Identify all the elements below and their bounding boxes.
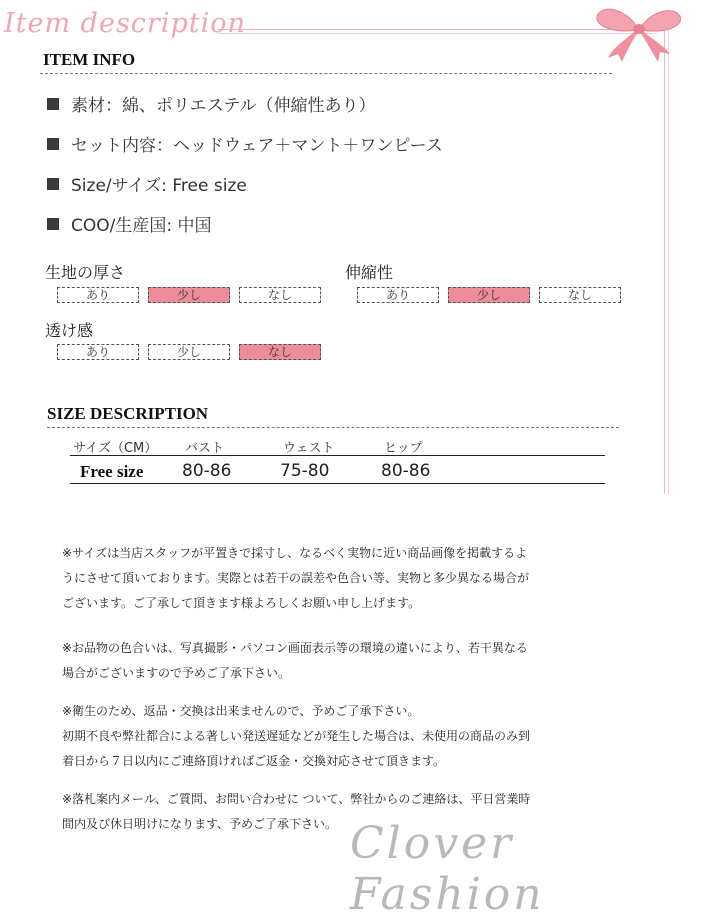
header-title: Item description <box>4 8 246 39</box>
bullet-text: Size/サイズ: Free size <box>71 176 247 196</box>
stretch-label: 伸縮性 <box>345 263 394 282</box>
note-line: 間内及び休日明けになります、予めご了承下さい。 <box>62 817 338 831</box>
size-table-bottom-rule <box>70 483 605 484</box>
note-line: 初期不良や弊社都合による著しい発送遅延などが発生した場合は、未使用の商品のみ到 <box>62 729 531 743</box>
stretch-option-nashi: なし <box>539 287 621 303</box>
bullet-text: COO/生産国: 中国 <box>71 216 212 236</box>
note-line: ございます。ご了承して頂きます様よろしくお願い申し上げます。 <box>62 596 421 610</box>
bullet-text: 素材：綿、ポリエステル（伸縮性あり） <box>71 96 376 116</box>
sheer-option-ari: あり <box>57 344 139 360</box>
size-cell-bust: 80-86 <box>182 461 232 481</box>
note-line: ※サイズは当店スタッフが平置きで採寸し、なるべく実物に近い商品画像を掲載するよ <box>62 546 528 560</box>
item-info-bullet <box>47 131 443 156</box>
size-header-waist: ウェスト <box>283 441 335 456</box>
item-info-divider <box>40 73 612 74</box>
note-size <box>62 541 622 616</box>
thickness-label: 生地の厚さ <box>45 263 126 282</box>
sheer-option-nashi: なし <box>239 344 321 360</box>
note-returns <box>62 699 622 774</box>
note-line: ※お品物の色合いは、写真撮影・パソコン画面表示等の環境の違いにより、若干異なる <box>62 641 528 655</box>
thickness-option-nashi: なし <box>239 287 321 303</box>
size-table-top-rule <box>70 455 605 456</box>
size-title: SIZE DESCRIPTION <box>47 404 209 423</box>
item-info-bullet <box>47 91 375 116</box>
ribbon-bow-icon <box>588 0 688 64</box>
size-cell-free: Free size <box>80 462 144 481</box>
bullet-text: セット内容：ヘッドウェア＋マント＋ワンピース <box>71 136 443 156</box>
note-line: 場合がございますので予めご了承下さい。 <box>62 666 291 680</box>
stretch-option-sukoshi: 少し <box>448 287 530 303</box>
thickness-option-ari: あり <box>57 287 139 303</box>
note-line: ※落札案内メール、ご質問、お問い合わせに ついて、弊社からのご連絡は、平日営業時 <box>62 792 531 806</box>
bullet-square-icon <box>47 138 59 150</box>
footer-logo: Clover Fashion <box>350 818 545 920</box>
note-line: ※衛生のため、返品・交換は出来ませんので、予めご了承下さい。 <box>62 704 420 718</box>
bullet-square-icon <box>47 218 59 230</box>
note-line: 着日から７日以内にご連絡頂ければご返金・交換対応させて頂きます。 <box>62 754 446 768</box>
thickness-option-sukoshi: 少し <box>148 287 230 303</box>
item-info-bullet <box>47 211 212 236</box>
stretch-option-ari: あり <box>357 287 439 303</box>
size-header-cm: サイズ（CM） <box>73 441 158 456</box>
sheer-label: 透け感 <box>45 321 94 340</box>
bullet-square-icon <box>47 178 59 190</box>
item-info-title: ITEM INFO <box>43 50 136 69</box>
item-info-bullet <box>47 171 247 196</box>
size-title-divider <box>47 427 619 428</box>
note-line: うにさせて頂いております。実際とは若干の誤差や色合い等、実物と多少異なる場合が <box>62 571 530 585</box>
size-header-bust: バスト <box>185 441 225 456</box>
size-cell-waist: 75-80 <box>280 461 330 481</box>
note-color <box>62 636 622 686</box>
size-header-hip: ヒップ <box>384 441 423 456</box>
bullet-square-icon <box>47 98 59 110</box>
sheer-option-sukoshi: 少し <box>148 344 230 360</box>
frame-vertical-line-inner <box>668 18 669 494</box>
size-cell-hip: 80-86 <box>381 461 431 481</box>
frame-vertical-line <box>664 18 665 494</box>
